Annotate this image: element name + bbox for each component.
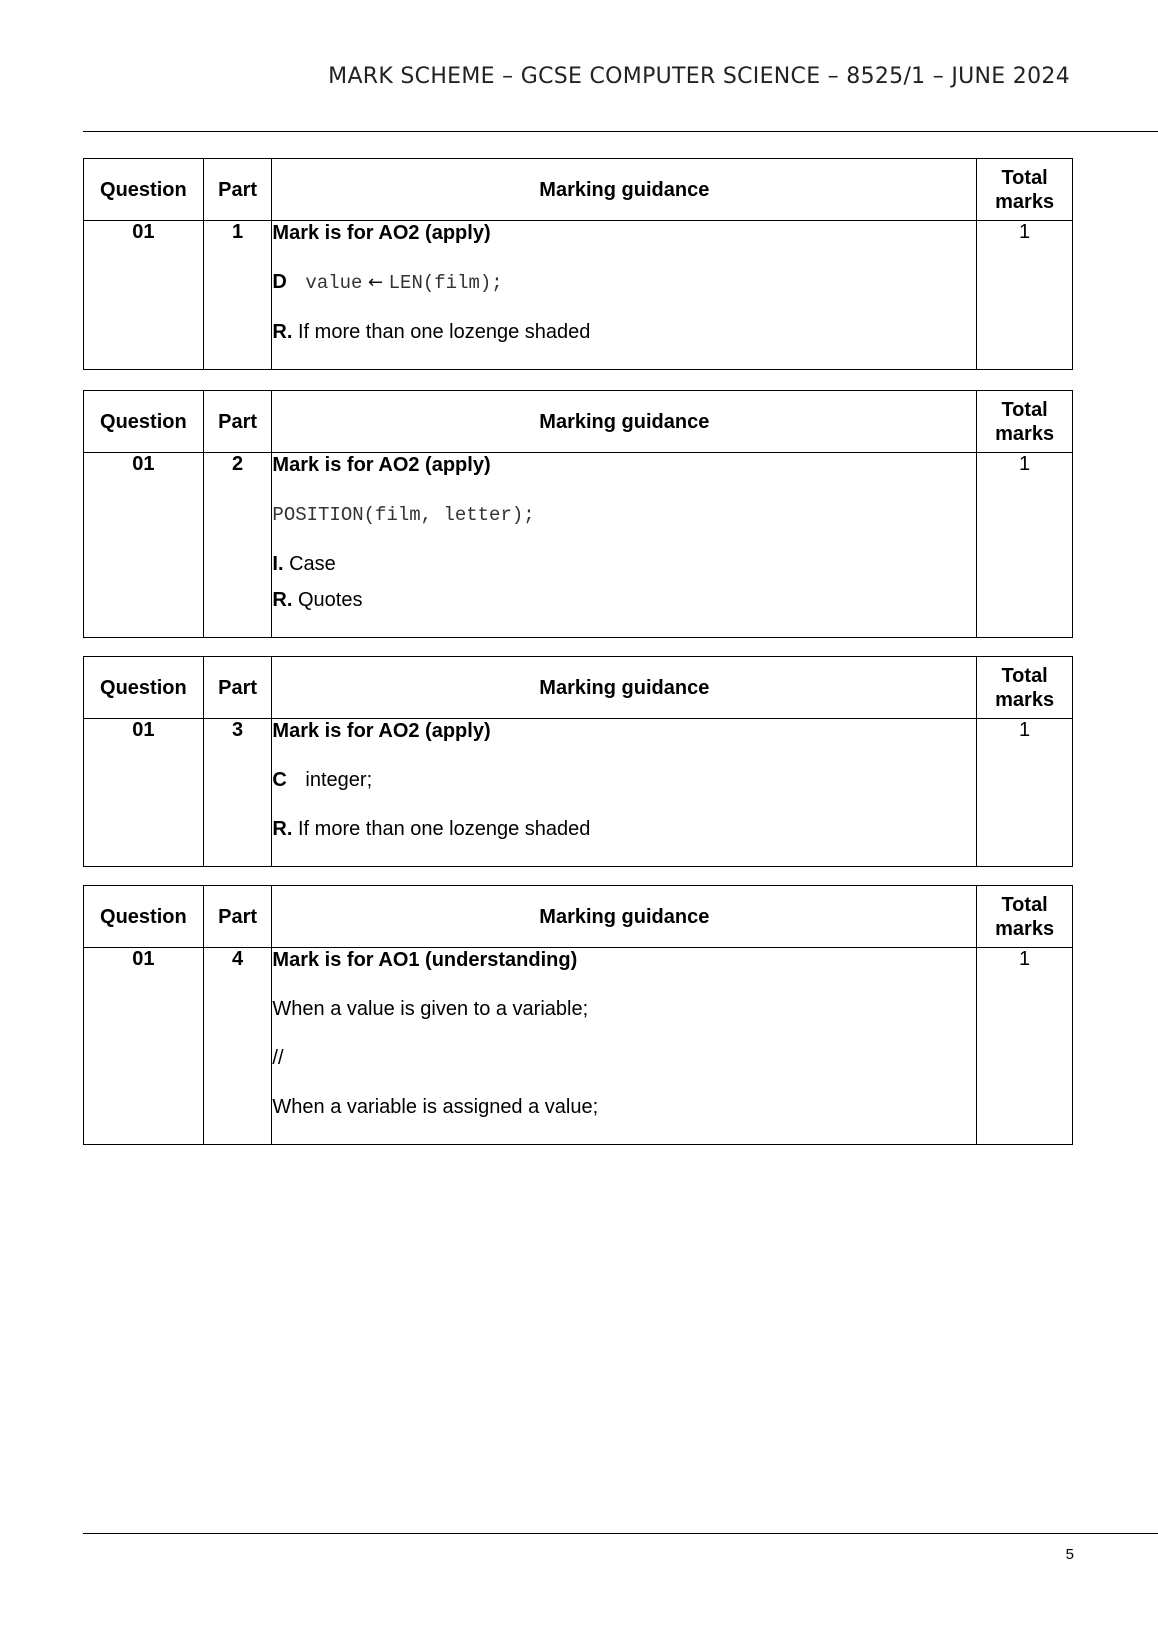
- part-number: 4: [203, 948, 272, 1145]
- alternative-separator: //: [272, 1047, 284, 1069]
- table-header-row: [84, 391, 1073, 453]
- column-header-total: Total marks: [977, 391, 1073, 453]
- question-number: 01: [84, 719, 204, 867]
- table-header-row: [84, 886, 1073, 948]
- column-header-part: Part: [203, 391, 272, 453]
- answer-code-before: value: [305, 272, 363, 294]
- column-header-guidance: Marking guidance: [272, 657, 977, 719]
- answer-line: [272, 768, 976, 792]
- mark-scheme-table-q01-4: [83, 885, 1073, 1145]
- guidance-heading: Mark is for AO2 (apply): [272, 720, 491, 742]
- mark-scheme-table-q01-3: [83, 656, 1073, 867]
- total-marks: 1: [977, 453, 1073, 638]
- answer-line-2: When a variable is assigned a value;: [272, 1096, 599, 1118]
- reject-text: If more than one lozenge shaded: [297, 321, 591, 343]
- marking-guidance: [272, 221, 977, 370]
- column-header-total: Total marks: [977, 159, 1073, 221]
- page-number: 5: [1065, 1546, 1074, 1563]
- guidance-heading: Mark is for AO2 (apply): [272, 222, 491, 244]
- table-header-row: [84, 657, 1073, 719]
- column-header-question: Question: [84, 657, 204, 719]
- reject-line: [272, 320, 976, 344]
- column-header-total: Total marks: [977, 657, 1073, 719]
- answer-option-letter: D: [272, 271, 287, 293]
- table-row: [84, 221, 1073, 370]
- reject-text: Quotes: [297, 589, 363, 611]
- answer-code-after: LEN(film);: [388, 272, 503, 294]
- ignore-text: Case: [289, 553, 336, 575]
- answer-line: [272, 502, 976, 527]
- answer-text: integer;: [305, 769, 373, 791]
- reject-text: If more than one lozenge shaded: [297, 818, 591, 840]
- column-header-question: Question: [84, 886, 204, 948]
- column-header-part: Part: [203, 886, 272, 948]
- reject-label: R.: [272, 321, 293, 343]
- ignore-label: I.: [272, 553, 284, 575]
- part-number: 3: [203, 719, 272, 867]
- answer-line: [272, 270, 976, 295]
- mark-scheme-table-q01-2: [83, 390, 1073, 638]
- column-header-guidance: Marking guidance: [272, 391, 977, 453]
- column-header-total: Total marks: [977, 886, 1073, 948]
- mark-scheme-table-q01-1: [83, 158, 1073, 370]
- total-marks: 1: [977, 719, 1073, 867]
- marking-guidance: [272, 719, 977, 867]
- guidance-heading: Mark is for AO1 (understanding): [272, 949, 578, 971]
- table-row: [84, 948, 1073, 1145]
- marking-guidance: [272, 948, 977, 1145]
- answer-option-letter: C: [272, 769, 287, 791]
- table-row: [84, 719, 1073, 867]
- guidance-heading: Mark is for AO2 (apply): [272, 454, 491, 476]
- question-number: 01: [84, 948, 204, 1145]
- question-number: 01: [84, 453, 204, 638]
- column-header-question: Question: [84, 391, 204, 453]
- reject-label: R.: [272, 589, 293, 611]
- assignment-arrow-icon: ←: [368, 272, 384, 293]
- page-header-title: MARK SCHEME – GCSE COMPUTER SCIENCE – 8525/1 – JUNE 2024: [328, 64, 1070, 89]
- header-divider: [83, 131, 1158, 132]
- part-number: 1: [203, 221, 272, 370]
- reject-line: [272, 817, 976, 841]
- column-header-question: Question: [84, 159, 204, 221]
- question-number: 01: [84, 221, 204, 370]
- footer-divider: [83, 1533, 1158, 1534]
- column-header-part: Part: [203, 657, 272, 719]
- total-marks: 1: [977, 948, 1073, 1145]
- column-header-part: Part: [203, 159, 272, 221]
- reject-label: R.: [272, 818, 293, 840]
- total-marks: 1: [977, 221, 1073, 370]
- marking-guidance: [272, 453, 977, 638]
- column-header-guidance: Marking guidance: [272, 886, 977, 948]
- answer-line-1: When a value is given to a variable;: [272, 998, 589, 1020]
- table-row: [84, 453, 1073, 638]
- answer-code: POSITION(film, letter);: [272, 504, 535, 526]
- column-header-guidance: Marking guidance: [272, 159, 977, 221]
- ignore-line: [272, 552, 976, 576]
- table-header-row: [84, 159, 1073, 221]
- part-number: 2: [203, 453, 272, 638]
- reject-line: [272, 588, 976, 612]
